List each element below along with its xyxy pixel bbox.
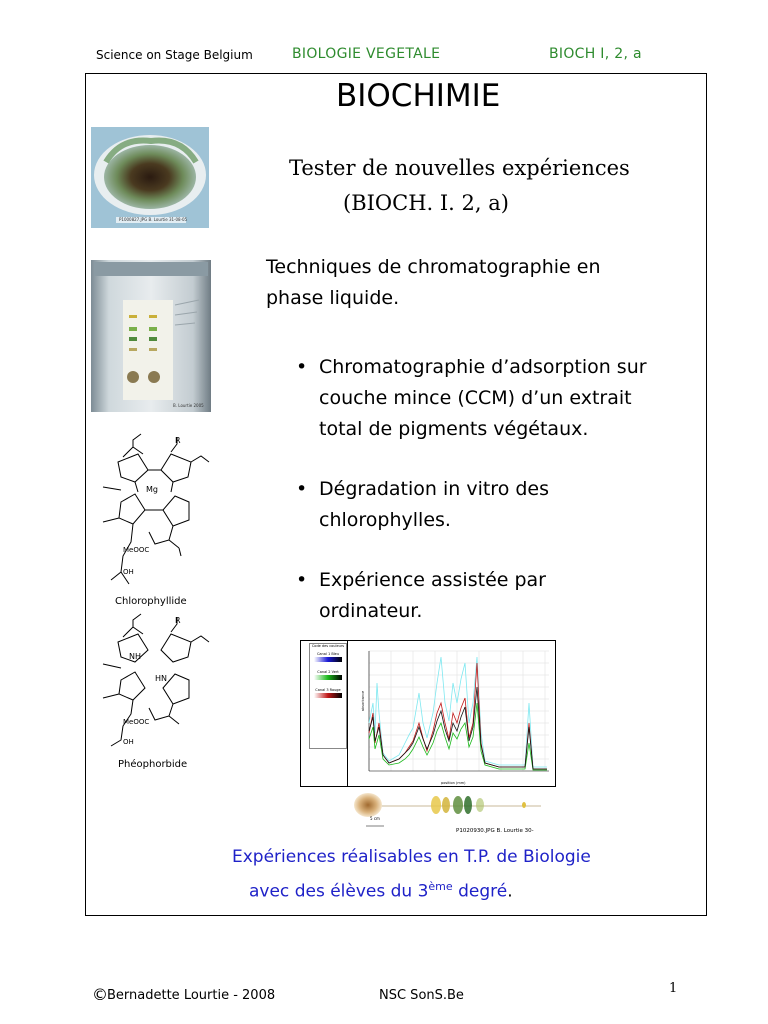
bottom-note-line1: Expériences réalisables en T.P. de Biologie [232, 847, 591, 867]
graph-divider [347, 641, 348, 786]
bullet-3-line1: • Expérience assistée par [319, 569, 546, 591]
tlc-photo-caption: B. Lourtie 2005 [173, 403, 204, 408]
chlorophyllide-caption: Chlorophyllide [115, 596, 187, 607]
intro-line2: phase liquide. [266, 287, 400, 309]
intro-text [266, 252, 601, 314]
graph-legend [309, 643, 347, 749]
oh-label: OH [123, 568, 134, 576]
bottom-note-sup: ème [428, 880, 453, 893]
bullet-1-line2: couche mince (CCM) d’un extrait [319, 387, 632, 409]
mg-label: Mg [146, 485, 158, 494]
nh-label: NH [129, 652, 141, 661]
chromatogram-strip [346, 788, 556, 836]
oh-label-2: OH [123, 738, 134, 746]
r-label-2: R [175, 616, 181, 625]
absorbance-graph [300, 640, 556, 787]
header-organisation: Science on Stage Belgium [96, 48, 253, 62]
bullet-2-line2: chlorophylles. [319, 509, 451, 531]
list-item [296, 474, 696, 536]
bottom-note-line2 [232, 872, 591, 907]
meooc-label: MeOOC [123, 546, 150, 554]
footer-author: Bernadette Lourtie - 2008 [107, 988, 276, 1003]
legend-swatch-red [314, 693, 342, 698]
legend-entry-red: Canal 3 Rouge [315, 688, 341, 692]
header-subject: BIOLOGIE VEGETALE [292, 46, 441, 62]
page-title: BIOCHIMIE [336, 78, 501, 114]
strip-scale: 5 cm [370, 816, 380, 821]
legend-entry-green: Canal 2 Vert [317, 670, 339, 674]
graph-xlabel: position (mm) [441, 781, 466, 785]
bullet-list [296, 352, 696, 656]
tlc-photo [91, 260, 211, 412]
copyright-symbol: © [92, 985, 108, 1004]
graph-plot [349, 643, 555, 785]
pheophorbide-caption: Phéophorbide [118, 759, 188, 770]
list-item [296, 565, 696, 627]
r-label: R [175, 436, 181, 445]
bullet-2-line1: • Dégradation in vitro des [319, 478, 550, 500]
meooc-label-2: MeOOC [123, 718, 150, 726]
bottom-note [232, 843, 591, 907]
subtitle-line2: (BIOCH. I. 2, a) [343, 191, 509, 215]
bottom-note-pre: avec des élèves du 3 [249, 881, 429, 902]
legend-swatch-blue [314, 657, 342, 662]
strip-caption: P1020930.JPG B. Lourtie 30- [456, 828, 534, 834]
list-item [296, 352, 696, 445]
bullet-3-line2: ordinateur. [319, 600, 423, 622]
hn-label: HN [155, 674, 167, 683]
legend-swatch-green [314, 675, 342, 680]
bullet-1-line3: total de pigments végétaux. [319, 418, 589, 440]
page-number: 1 [669, 981, 678, 996]
legend-entry-blue: Canal 1 Bleu [316, 652, 340, 656]
filter-photo [91, 127, 209, 228]
subtitle-line1: Tester de nouvelles expériences [289, 156, 630, 180]
intro-line1: Techniques de chromatographie en [266, 256, 601, 278]
header-code: BIOCH I, 2, a [549, 46, 642, 62]
filter-photo-caption: P1000827.JPG B. Lourtie 31-08-05 [119, 217, 188, 222]
bottom-note-post: degré [452, 881, 508, 902]
chlorophyllide-structure [93, 432, 213, 592]
bottom-note-end: . [507, 881, 513, 902]
footer-site: NSC SonS.Be [379, 988, 464, 1003]
pheophorbide-structure [93, 612, 213, 752]
graph-ylabel: absorbance [361, 690, 366, 712]
legend-title: Code des couleurs [311, 644, 345, 648]
bullet-1-line1: • Chromatographie d’adsorption sur [319, 356, 647, 378]
